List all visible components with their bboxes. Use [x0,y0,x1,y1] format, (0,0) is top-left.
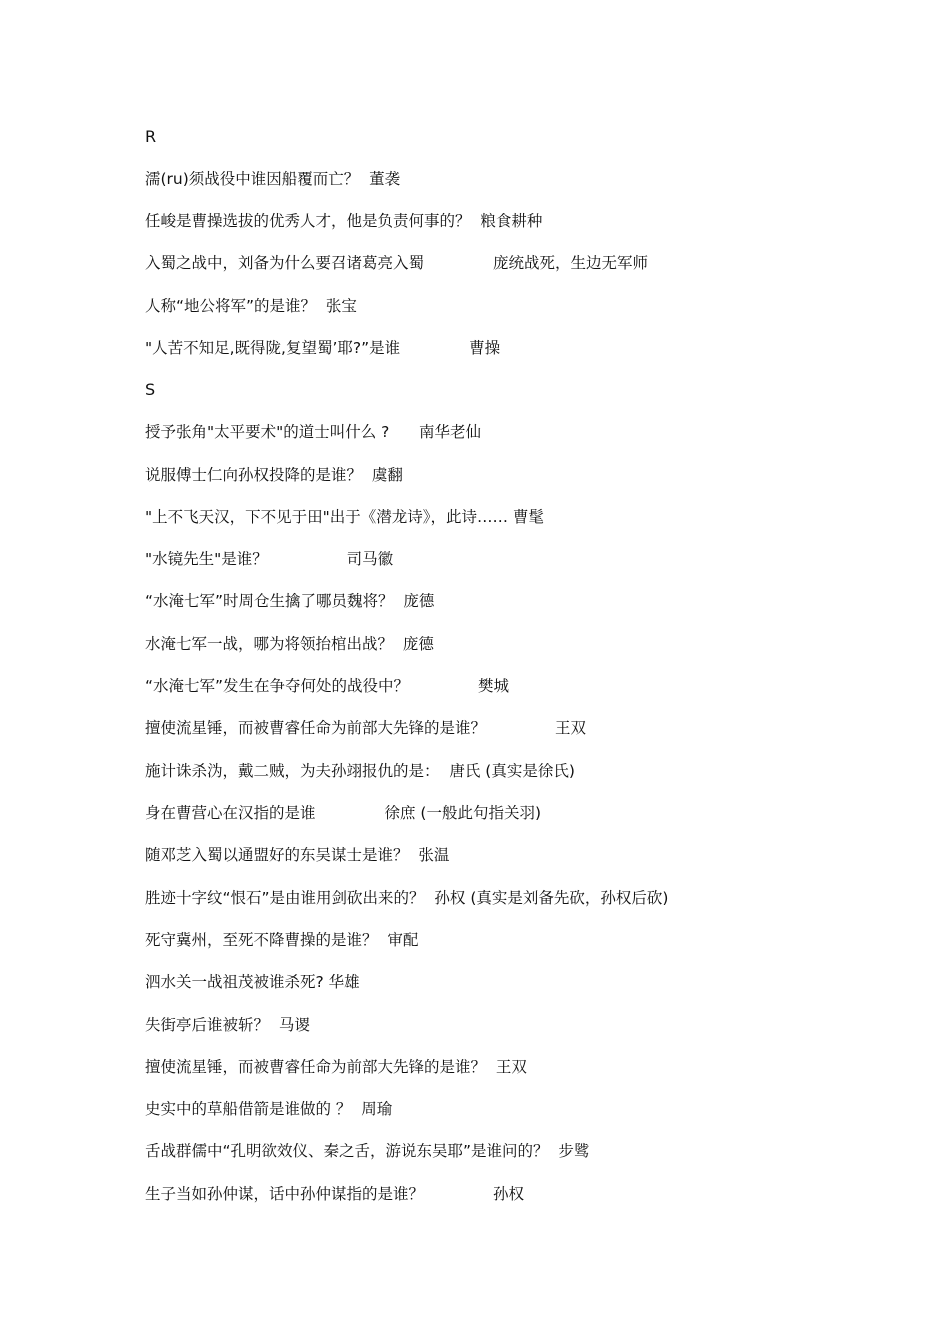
question-line: 入蜀之战中，刘备为什么要召诸葛亮入蜀 庞统战死，生边无军师 [145,254,648,272]
question-line: 施计诛杀沩，戴二贼，为夫孙翊报仇的是： 唐氏 (真实是徐氏) [145,762,575,780]
question-line: 失街亭后谁被斩？ 马谡 [145,1016,310,1034]
question-line: “水淹七军”发生在争夺何处的战役中？ 樊城 [145,677,510,695]
question-line: 授予张角"太平要术"的道士叫什么 ? 南华老仙 [145,423,481,441]
question-line: 说服傅士仁向孙权投降的是谁？ 虞翻 [145,466,403,484]
question-line: “水淹七军”时周仓生擒了哪员魏将？ 庞德 [145,592,435,610]
question-line: 濡(ru)须战役中谁因船覆而亡？ 董袭 [145,170,401,188]
question-line: 舌战群儒中“孔明欲效仪、秦之舌，游说东吴耶”是谁问的？ 步骘 [145,1142,590,1160]
question-line: 胜迹十字纹“恨石”是由谁用剑砍出来的？ 孙权 (真实是刘备先砍，孙权后砍) [145,889,669,907]
section-heading-s: S [145,380,156,399]
section-heading-r: R [145,127,157,146]
question-line: "水镜先生"是谁？ 司马徽 [145,550,394,568]
question-line: 史实中的草船借箭是谁做的 ？ 周瑜 [145,1100,393,1118]
question-line: 擅使流星锤，而被曹睿任命为前部大先锋的是谁？ 王双 [145,1058,527,1076]
question-line: 水淹七军一战，哪为将领抬棺出战？ 庞德 [145,635,434,653]
question-line: "人苦不知足,既得陇,复望蜀’耶?”是谁 曹操 [145,339,501,357]
question-line: "上不飞天汉，下不见于田"出于《潜龙诗》，此诗…… 曹髦 [145,508,544,526]
question-line: 随邓芝入蜀以通盟好的东吴谋士是谁？ 张温 [145,846,450,864]
question-line: 人称“地公将军”的是谁？ 张宝 [145,297,357,315]
question-line: 死守冀州，至死不降曹操的是谁？ 审配 [145,931,419,949]
question-line: 擅使流星锤，而被曹睿任命为前部大先锋的是谁？ 王双 [145,719,586,737]
question-line: 身在曹营心在汉指的是谁 徐庶 (一般此句指关羽) [145,804,542,822]
question-line: 泗水关一战祖茂被谁杀死? 华雄 [145,973,360,991]
question-line: 任峻是曹操选拔的优秀人才，他是负责何事的？ 粮食耕种 [145,212,543,230]
question-line: 生子当如孙仲谋，话中孙仲谋指的是谁？ 孙权 [145,1185,524,1203]
